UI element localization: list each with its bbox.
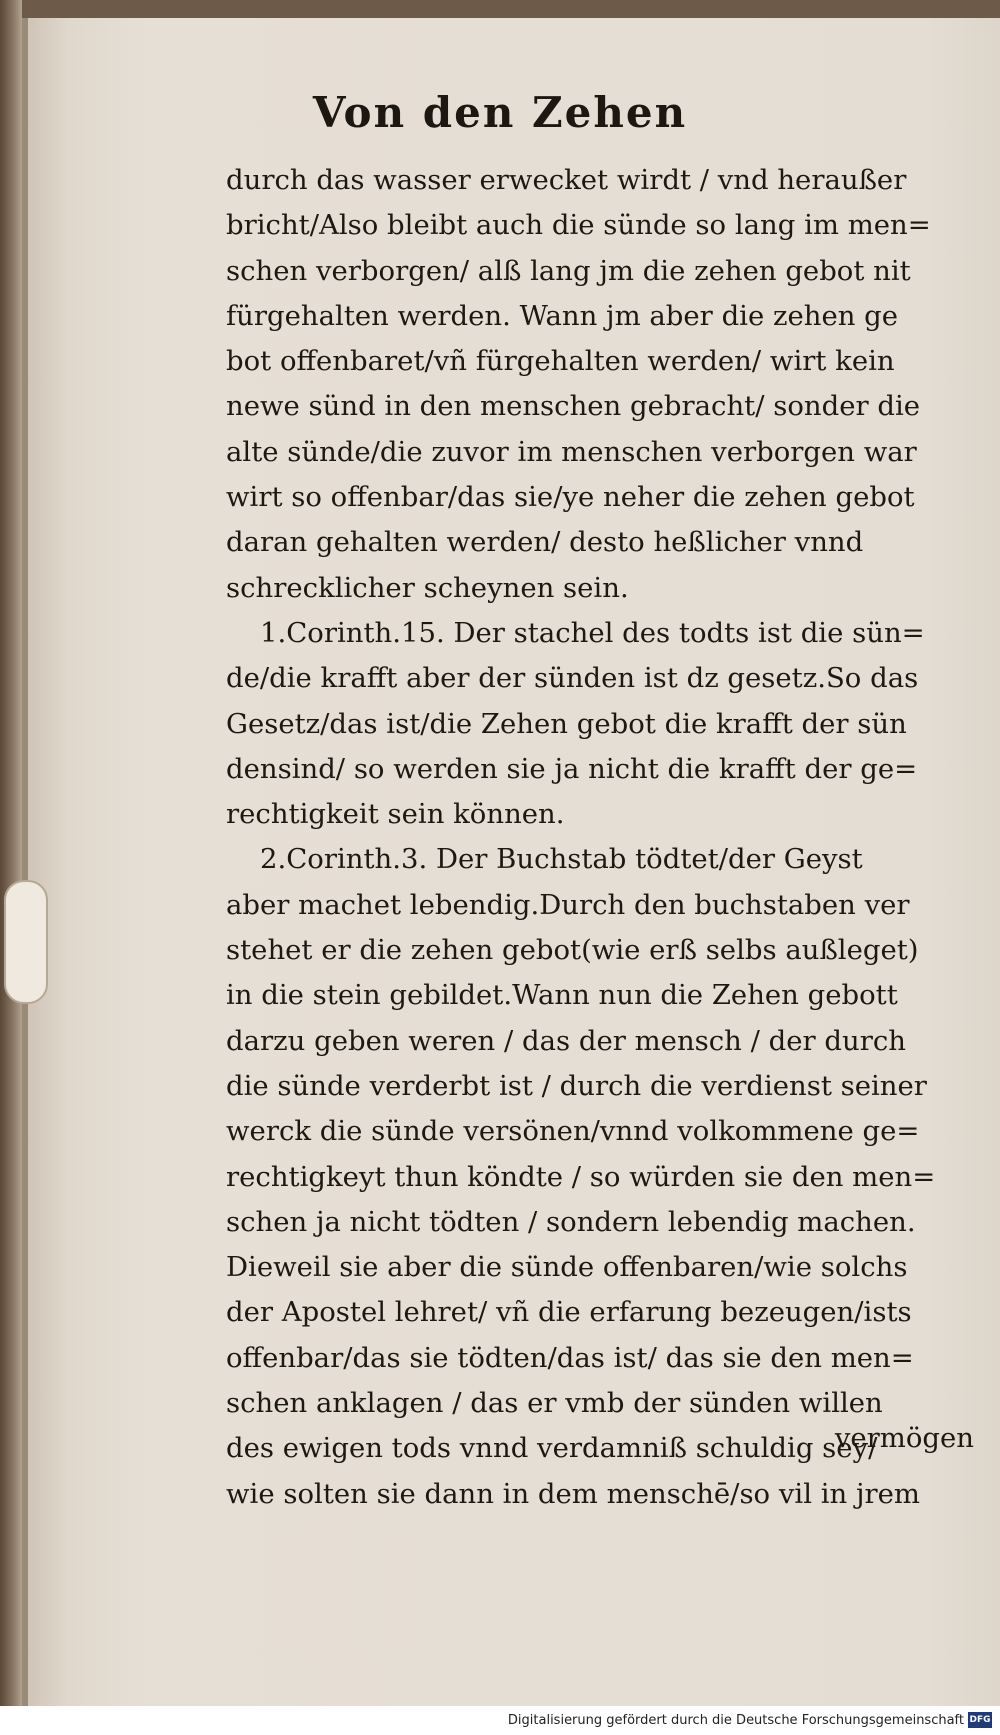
text-line: alte sünde/die zuvor im menschen verborgen war [226, 435, 917, 468]
text-line: schen anklagen / das er vmb der sünden willen [226, 1387, 883, 1420]
text-line: schen ja nicht tödten / sondern lebendig machen. [226, 1205, 916, 1238]
text-line: durch das wasser erwecket wirdt / vnd heraußer [226, 164, 907, 196]
text-line: rechtigkeit sein können. [226, 798, 565, 831]
text-line: stehet er die zehen gebot(wie erß selbs außleget) [226, 934, 919, 967]
text-line: der Apostel lehret/ vñ die erfarung bezeugen/ists [226, 1296, 912, 1329]
text-line: wie solten sie dann in dem menschē/so vil in jrem [226, 1477, 920, 1510]
text-line: aber machet lebendig.Durch den buchstaben ver [226, 888, 910, 921]
page-header: Von den Zehen [312, 88, 688, 137]
text-line: wirt so offenbar/das sie/ye neher die zehen gebot [226, 481, 915, 514]
text-line: bricht/Also bleibt auch die sünde so lang im men= [226, 209, 931, 242]
dfg-logo: DFG [968, 1712, 992, 1728]
text-line: die sünde verderbt ist / durch die verdienst seiner [226, 1069, 927, 1102]
text-line: schen verborgen/ alß lang jm die zehen gebot nit [226, 254, 911, 287]
text-line: de/die krafft aber der sünden ist dz gesetz.So das [226, 662, 919, 695]
body-text [226, 158, 976, 1517]
text-line: offenbar/das sie tödten/das ist/ das sie den men= [226, 1341, 914, 1374]
text-line: daran gehalten werden/ desto heßlicher vnnd [226, 526, 864, 559]
footer-bar [0, 1706, 1000, 1735]
page-clip [4, 880, 48, 1004]
text-line: fürgehalten werden. Wann jm aber die zehen ge [226, 299, 899, 332]
text-line: newe sünd in den menschen gebracht/ sonder die [226, 390, 921, 423]
text-line: des ewigen tods vnnd verdamniß schuldig sey/ [226, 1432, 878, 1465]
text-line: Gesetz/das ist/die Zehen gebot die krafft der sün [226, 707, 907, 740]
text-line: in die stein gebildet.Wann nun die Zehen gebott [226, 979, 898, 1012]
text-line: rechtigkeyt thun köndte / so würden sie den men= [226, 1160, 936, 1193]
text-line: darzu geben weren / das der mensch / der durch [226, 1024, 906, 1057]
text-line: Dieweil sie aber die sünde offenbaren/wie solchs [226, 1251, 908, 1284]
text-line: bot offenbaret/vñ fürgehalten werden/ wirt kein [226, 345, 895, 378]
text-line: densind/ so werden sie ja nicht die krafft der ge= [226, 752, 918, 785]
text-line: 1.Corinth.15. Der stachel des todts ist die sün= [260, 616, 925, 649]
text-line: werck die sünde versönen/vnnd volkommene ge= [226, 1115, 920, 1148]
text-line: schrecklicher scheynen sein. [226, 571, 629, 604]
catchword: vermögen [834, 1422, 974, 1454]
text-line: 2.Corinth.3. Der Buchstab tödtet/der Geyst [260, 843, 863, 876]
page-edge [0, 0, 22, 1735]
footer-credit: Digitalisierung gefördert durch die Deutsche Forschungsgemeinschaft [507, 1713, 964, 1728]
